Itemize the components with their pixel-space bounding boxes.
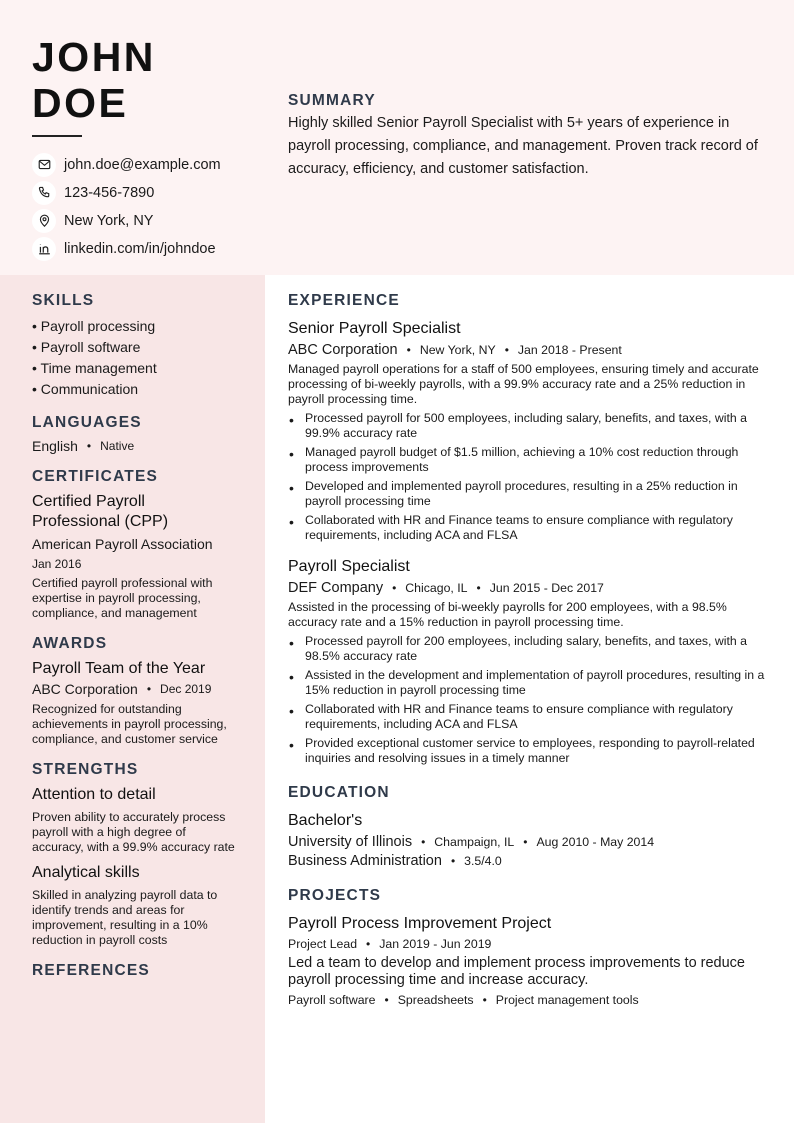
email-text[interactable]: john.doe@example.com bbox=[64, 156, 221, 173]
separator-dot: • bbox=[523, 835, 528, 849]
award-organization: ABC Corporation bbox=[32, 681, 138, 697]
skill-item: • Time management bbox=[32, 360, 157, 376]
bullet-item: • Provided exceptional customer service to employees, responding to payroll-related inquiries and resolving issues in a timely manner bbox=[288, 736, 770, 766]
projects-title: PROJECTS bbox=[288, 887, 382, 904]
job-description: Managed payroll operations for a staff of 500 employees, ensuring timely and accurate processing of bi-weekly payrolls, with a 99.9% accuracy rate and a 25% reduction in payroll processing time. bbox=[288, 362, 759, 406]
certificates-title: CERTIFICATES bbox=[32, 468, 159, 485]
job-dates: Jun 2015 - Dec 2017 bbox=[489, 581, 604, 595]
separator-dot: • bbox=[406, 343, 411, 357]
separator-dot: • bbox=[384, 993, 389, 1007]
bullet-item: • Collaborated with HR and Finance teams to ensure compliance with regulatory requirements, including ACA and FLSA bbox=[288, 702, 770, 732]
job-meta bbox=[288, 580, 770, 596]
summary-title: SUMMARY bbox=[288, 92, 376, 109]
strength-description: Proven ability to accurately process payroll with a high degree of accuracy, with a 99.9% accuracy rate bbox=[32, 810, 235, 854]
certificates-section bbox=[32, 468, 237, 621]
strength-item bbox=[32, 863, 237, 948]
bullet-item: • Assisted in the development and implementation of payroll procedures, resulting in a 15% reduction in payroll processing time bbox=[288, 668, 770, 698]
experience-title: EXPERIENCE bbox=[288, 292, 400, 309]
job-bullets bbox=[288, 634, 770, 766]
strengths-title: STRENGTHS bbox=[32, 761, 139, 778]
job-company: ABC Corporation bbox=[288, 342, 398, 358]
education-school-line bbox=[288, 834, 770, 850]
separator-dot: • bbox=[482, 993, 487, 1007]
job-title: Senior Payroll Specialist bbox=[288, 320, 461, 337]
contact-linkedin[interactable] bbox=[32, 235, 242, 263]
references-section bbox=[32, 962, 237, 980]
certificate-issuer: American Payroll Association bbox=[32, 536, 213, 552]
bullet-item: • Processed payroll for 500 employees, including salary, benefits, and taxes, with a 99.9% accuracy rate bbox=[288, 411, 770, 441]
project-tool: Spreadsheets bbox=[397, 993, 474, 1007]
education-location: Champaign, IL bbox=[434, 835, 515, 849]
skills-title: SKILLS bbox=[32, 292, 95, 309]
bullet-item: • Processed payroll for 200 employees, including salary, benefits, and taxes, with a 98.5% accuracy rate bbox=[288, 634, 770, 664]
education-field-line bbox=[288, 853, 770, 869]
experience-section bbox=[288, 292, 770, 766]
bullet-item: • Managed payroll budget of $1.5 million, achieving a 10% cost reduction through process improvements bbox=[288, 445, 770, 475]
separator-dot: • bbox=[476, 581, 481, 595]
job-description: Assisted in the processing of bi-weekly payrolls for 200 employees, with a 98.5% accuracy rate and a 15% reduction in payroll processing time. bbox=[288, 600, 727, 629]
references-title: REFERENCES bbox=[32, 962, 150, 979]
job-title: Payroll Specialist bbox=[288, 558, 410, 575]
project-name: Payroll Process Improvement Project bbox=[288, 915, 552, 932]
linkedin-icon bbox=[32, 237, 56, 261]
separator-dot: • bbox=[146, 682, 152, 696]
strength-description: Skilled in analyzing payroll data to identify trends and areas for improvement, resulting in a 10% reduction in payroll costs bbox=[32, 888, 218, 947]
main-column bbox=[288, 292, 770, 1025]
summary-text: Highly skilled Senior Payroll Specialist with 5+ years of experience in payroll processing, compliance, and management. Proven track record of accuracy, efficiency, and customer satisfaction. bbox=[288, 115, 758, 177]
name-first: JOHN bbox=[32, 34, 156, 80]
project-tools bbox=[288, 993, 770, 1007]
phone-text[interactable]: 123-456-7890 bbox=[64, 184, 155, 201]
job-entry bbox=[288, 319, 770, 543]
award-description: Recognized for outstanding achievements in payroll processing, compliance, and customer service bbox=[32, 702, 227, 746]
awards-title: AWARDS bbox=[32, 635, 108, 652]
job-bullets bbox=[288, 411, 770, 543]
location-text: New York, NY bbox=[64, 212, 154, 229]
skill-item: • Payroll software bbox=[32, 339, 141, 355]
separator-dot: • bbox=[504, 343, 509, 357]
mail-icon bbox=[32, 153, 56, 177]
education-field: Business Administration bbox=[288, 853, 442, 869]
linkedin-text[interactable]: linkedin.com/in/johndoe bbox=[64, 240, 216, 257]
strength-item bbox=[32, 785, 237, 855]
sidebar bbox=[32, 292, 237, 994]
bullet-item: • Collaborated with HR and Finance teams to ensure compliance with regulatory requirements, including ACA and FLSA bbox=[288, 513, 770, 543]
project-description: Led a team to develop and implement process improvements to reduce payroll processing time and increase accuracy. bbox=[288, 955, 745, 988]
job-entry bbox=[288, 557, 770, 766]
education-degree: Bachelor's bbox=[288, 812, 363, 829]
education-dates: Aug 2010 - May 2014 bbox=[536, 835, 655, 849]
contact-phone[interactable] bbox=[32, 179, 242, 207]
header-block bbox=[32, 34, 242, 263]
name-divider bbox=[32, 135, 82, 137]
job-dates: Jan 2018 - Present bbox=[517, 343, 622, 357]
education-title: EDUCATION bbox=[288, 784, 390, 801]
separator-dot: • bbox=[366, 937, 371, 951]
strengths-section bbox=[32, 761, 237, 948]
education-section bbox=[288, 784, 770, 869]
name-last: DOE bbox=[32, 80, 129, 126]
awards-section bbox=[32, 635, 237, 747]
strength-name: Analytical skills bbox=[32, 864, 140, 881]
education-school: University of Illinois bbox=[288, 834, 413, 850]
project-tool: Payroll software bbox=[288, 993, 376, 1007]
map-pin-icon bbox=[32, 209, 56, 233]
languages-section bbox=[32, 414, 237, 454]
skills-section bbox=[32, 292, 237, 400]
language-name: English bbox=[32, 438, 78, 454]
certificate-name: Certified Payroll Professional (CPP) bbox=[32, 493, 169, 530]
award-meta bbox=[32, 681, 237, 697]
phone-icon bbox=[32, 181, 56, 205]
separator-dot: • bbox=[392, 581, 397, 595]
project-dates: Jan 2019 - Jun 2019 bbox=[379, 937, 492, 951]
job-location: Chicago, IL bbox=[405, 581, 468, 595]
separator-dot: • bbox=[421, 835, 426, 849]
skill-item: • Payroll processing bbox=[32, 318, 156, 334]
contact-email[interactable] bbox=[32, 151, 242, 179]
projects-section bbox=[288, 887, 770, 1007]
language-item bbox=[32, 438, 237, 454]
education-gpa: 3.5/4.0 bbox=[464, 854, 502, 868]
languages-title: LANGUAGES bbox=[32, 414, 142, 431]
job-company: DEF Company bbox=[288, 580, 384, 596]
certificate-description: Certified payroll professional with expertise in payroll processing, compliance, and management bbox=[32, 576, 213, 620]
award-date: Dec 2019 bbox=[160, 682, 212, 696]
separator-dot: • bbox=[450, 854, 456, 868]
separator-dot: • bbox=[86, 439, 92, 453]
contact-location bbox=[32, 207, 242, 235]
summary-section bbox=[288, 92, 768, 181]
strength-name: Attention to detail bbox=[32, 786, 156, 803]
skill-item: • Communication bbox=[32, 381, 139, 397]
project-role: Project Lead bbox=[288, 937, 358, 951]
project-tool: Project management tools bbox=[495, 993, 639, 1007]
project-meta bbox=[288, 937, 770, 951]
job-meta bbox=[288, 342, 770, 358]
award-name: Payroll Team of the Year bbox=[32, 660, 206, 677]
language-level: Native bbox=[100, 439, 135, 453]
job-location: New York, NY bbox=[419, 343, 496, 357]
bullet-item: • Developed and implemented payroll procedures, resulting in a 25% reduction in payroll processing time bbox=[288, 479, 770, 509]
certificate-date: Jan 2016 bbox=[32, 557, 82, 571]
